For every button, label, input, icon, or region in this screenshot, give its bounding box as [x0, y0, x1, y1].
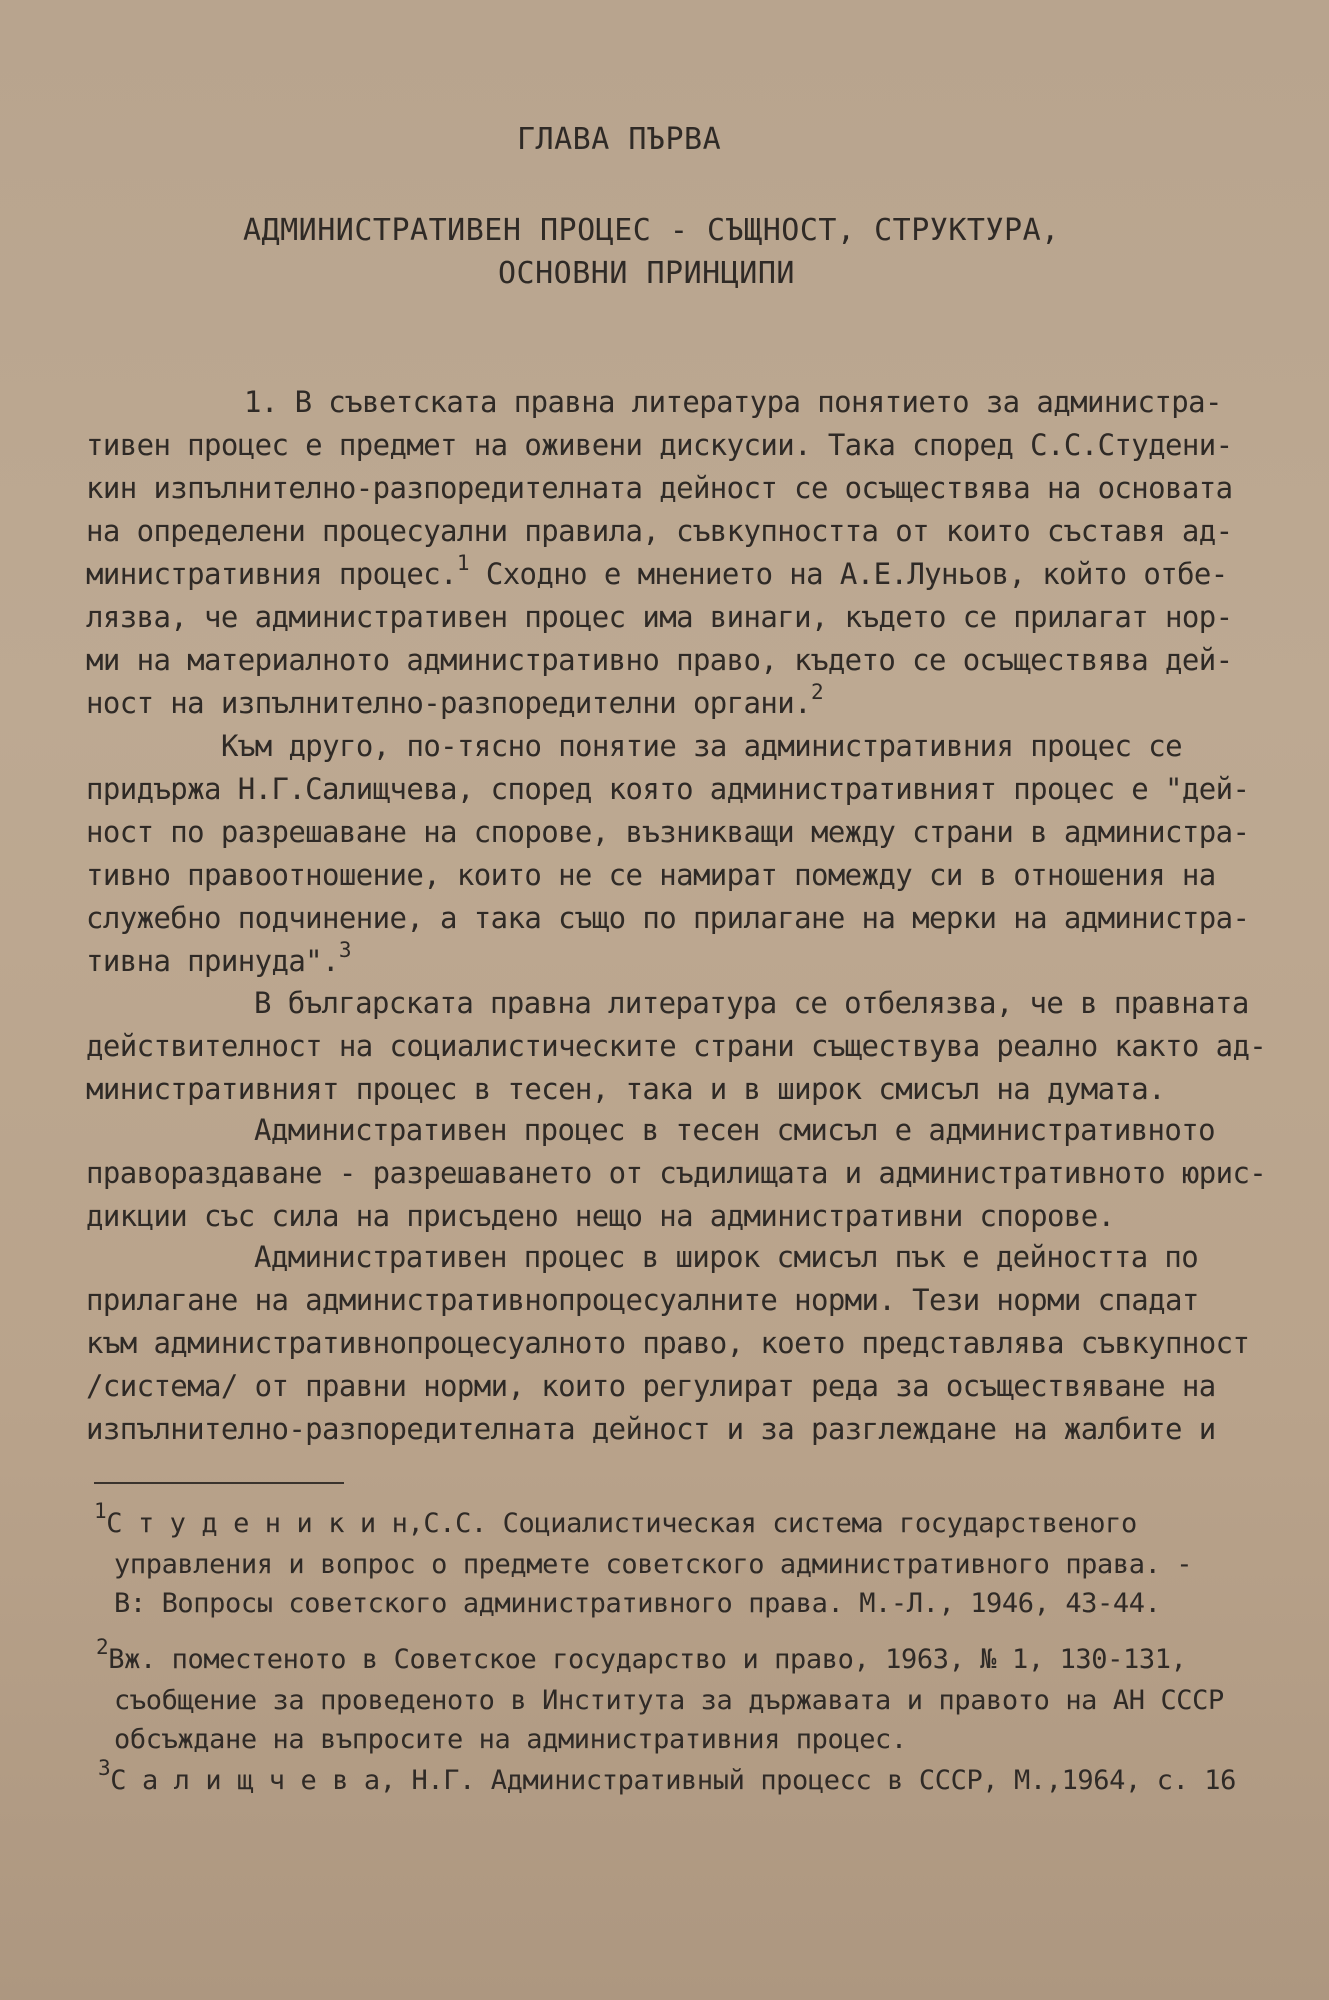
body-line: придържа Н.Г.Салищчева, според която административният процес е "дей-: [86, 772, 1250, 806]
footnote-text: ,С.С. Социалистическая система государственого: [407, 1508, 1137, 1539]
footnote-2: [96, 1635, 1187, 1679]
body-line: [86, 551, 1228, 595]
footnote-2-line: обсъждане на въпросите на административния процес.: [114, 1724, 907, 1755]
body-line: лязва, че административен процес има винаги, където се прилагат нор-: [86, 600, 1233, 634]
body-line: прилагане на административнопроцесуалните норми. Тези норми спадат: [86, 1283, 1199, 1317]
body-line: действителност на социалистическите страни съществува реално както ад-: [86, 1029, 1267, 1063]
footnote-1: [94, 1499, 1137, 1543]
body-line: ност по разрешаване на спорове, възникващи между страни в администра-: [86, 815, 1250, 849]
body-line: В българската правна литература се отбелязва, че в правната: [254, 986, 1249, 1020]
footnote-mark-1: 1: [456, 551, 469, 575]
body-line: правораздаване - разрешаването от съдилищата и административното юрис-: [86, 1156, 1267, 1190]
body-fragment: Сходно е мнението на А.Е.Луньов, който отбе-: [468, 557, 1228, 591]
body-line: [86, 938, 351, 982]
footnote-3: [98, 1756, 1236, 1800]
title-line-2: ОСНОВНИ ПРИНЦИПИ: [498, 256, 795, 291]
body-line: кин изпълнително-разпоредителната дейност се осъществява на основата: [86, 471, 1233, 505]
body-line: министративният процес в тесен, така и в широк смисъл на думата.: [86, 1072, 1166, 1106]
body-line: дикции със сила на присъдено нещо на административни спорове.: [86, 1199, 1115, 1233]
body-line: тивно правоотношение, които не се намират помежду си в отношения на: [86, 858, 1216, 892]
body-line: на определени процесуални правила, съвкупността от които съставя ад-: [86, 514, 1233, 548]
body-line: Административен процес в широк смисъл пък е дейността по: [254, 1240, 1199, 1274]
footnote-number: 1: [94, 1499, 107, 1523]
footnote-separator: [94, 1482, 344, 1484]
body-fragment: министративния процес.: [86, 557, 457, 591]
footnote-1-line: управления и вопрос о предмете советского административного права. -: [114, 1549, 1193, 1580]
body-line: /система/ от правни норми, които регулират реда за осъществяване на: [86, 1369, 1216, 1403]
body-fragment: тивна принуда".: [86, 944, 339, 978]
footnote-number: 2: [96, 1635, 109, 1659]
footnote-author: С а л и щ ч е в а: [110, 1765, 380, 1796]
footnote-number: 3: [98, 1756, 111, 1780]
footnote-author: С т у д е н и к и н: [106, 1508, 408, 1539]
footnote-mark-2: 2: [810, 680, 824, 704]
footnote-text: , Н.Г. Административный процесс в СССР, М.,1964, с. 16: [379, 1765, 1236, 1796]
body-line: към административнопроцесуалното право, което представлява съвкупност: [86, 1326, 1250, 1360]
body-line: служебно подчинение, а така също по прилагане на мерки на администра-: [86, 901, 1250, 935]
body-line: ми на материалното административно право, където се осъществява дей-: [86, 643, 1233, 677]
chapter-heading: ГЛАВА ПЪРВА: [517, 122, 722, 157]
footnote-2-line: съобщение за проведеното в Института за държавата и правото на АН СССР: [114, 1685, 1224, 1716]
body-line: Към друго, по-тясно понятие за административния процес се: [221, 729, 1182, 763]
title-line-1: АДМИНИСТРАТИВЕН ПРОЦЕС - СЪЩНОСТ, СТРУКТУРА,: [243, 213, 1060, 248]
footnote-1-line: В: Вопросы советского административного права. М.-Л., 1946, 43-44.: [114, 1588, 1161, 1619]
body-fragment: ност на изпълнително-разпоредителни органи.: [86, 686, 811, 720]
body-line: Административен процес в тесен смисъл е административното: [254, 1113, 1215, 1147]
body-line: 1. В съветската правна литература понятието за администра-: [244, 385, 1222, 419]
body-line: тивен процес е предмет на оживени дискусии. Така според С.С.Студени-: [86, 428, 1233, 462]
footnote-text: Вж. поместеното в Советское государство и право, 1963, № 1, 130-131,: [108, 1644, 1187, 1675]
body-line: [86, 680, 824, 724]
footnote-mark-3: 3: [338, 938, 351, 962]
body-line: изпълнително-разпоредителната дейност и за разглеждане на жалбите и: [86, 1412, 1216, 1446]
